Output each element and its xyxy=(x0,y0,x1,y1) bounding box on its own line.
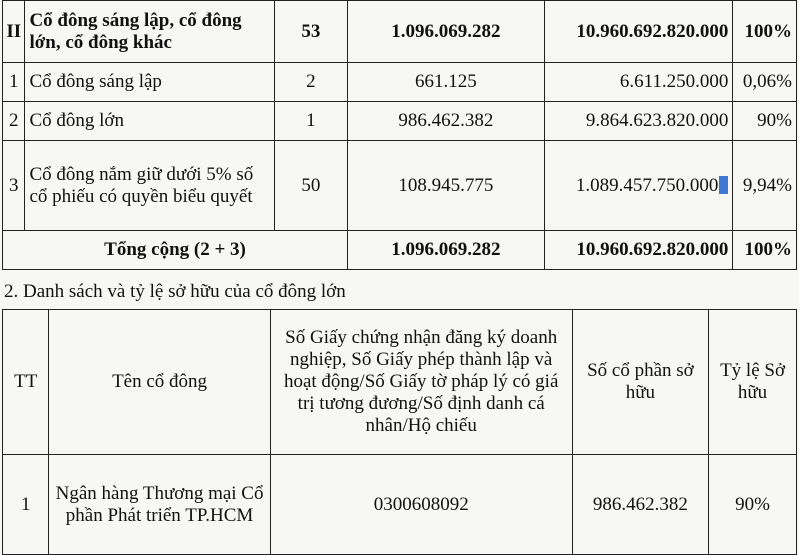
table-header-row xyxy=(3,310,797,455)
row-name: Cổ đông lớn xyxy=(25,102,274,141)
total-value: 10.960.692.820.000 xyxy=(544,231,733,270)
table-row xyxy=(3,102,797,141)
row-count: 53 xyxy=(274,1,347,63)
row-name: Cổ đông sáng lập xyxy=(25,63,274,102)
table-row xyxy=(3,141,797,231)
row-ratio: 9,94% xyxy=(733,141,797,231)
cell-name: Ngân hàng Thương mại Cổ phần Phát triển TP.HCM xyxy=(49,455,270,555)
total-ratio: 100% xyxy=(733,231,797,270)
cell-shares: 986.462.382 xyxy=(572,455,708,555)
table-row xyxy=(3,1,797,63)
row-value: 1.089.457.750.000 xyxy=(575,174,719,196)
major-shareholders-table xyxy=(2,309,797,555)
row-count: 50 xyxy=(274,141,347,231)
section-title: 2. Danh sách và tỷ lệ sở hữu của cổ đông lớn xyxy=(4,281,346,302)
row-index: 2 xyxy=(3,102,25,141)
header-name: Tên cổ đông xyxy=(49,310,270,455)
row-name: Cổ đông sáng lập, cổ đông lớn, cổ đông khác xyxy=(25,1,274,63)
row-index: 1 xyxy=(3,63,25,102)
row-name: Cổ đông nắm giữ dưới 5% số cổ phiếu có quyền biểu quyết xyxy=(25,141,274,231)
cell-id: 0300608092 xyxy=(270,455,572,555)
row-shares: 986.462.382 xyxy=(348,102,545,141)
cell-ratio: 90% xyxy=(709,455,797,555)
row-count: 2 xyxy=(274,63,347,102)
row-value: 6.611.250.000 xyxy=(544,63,733,102)
row-value: 10.960.692.820.000 xyxy=(544,1,733,63)
row-index: II xyxy=(3,1,25,63)
cell-tt: 1 xyxy=(3,455,49,555)
text-cursor xyxy=(719,176,728,194)
row-index: 3 xyxy=(3,141,25,231)
row-value: 9.864.623.820.000 xyxy=(544,102,733,141)
total-shares: 1.096.069.282 xyxy=(348,231,545,270)
row-value-cell[interactable] xyxy=(544,141,733,231)
row-ratio: 100% xyxy=(733,1,797,63)
header-ratio: Tỷ lệ Sở hữu xyxy=(709,310,797,455)
total-row xyxy=(3,231,797,270)
row-ratio: 0,06% xyxy=(733,63,797,102)
shareholder-structure-table xyxy=(2,0,797,270)
row-shares: 661.125 xyxy=(348,63,545,102)
header-shares: Số cổ phần sở hữu xyxy=(572,310,708,455)
table-row xyxy=(3,455,797,555)
row-shares: 108.945.775 xyxy=(348,141,545,231)
table-row xyxy=(3,63,797,102)
row-count: 1 xyxy=(274,102,347,141)
header-id: Số Giấy chứng nhận đăng ký doanh nghiệp, Số Giấy phép thành lập và hoạt động/Số Giấy tờ pháp lý có giá trị tương đương/Số định danh cá nhân/Hộ chiếu xyxy=(270,310,572,455)
row-ratio: 90% xyxy=(733,102,797,141)
header-tt: TT xyxy=(3,310,49,455)
row-shares: 1.096.069.282 xyxy=(348,1,545,63)
total-label: Tổng cộng (2 + 3) xyxy=(3,231,348,270)
